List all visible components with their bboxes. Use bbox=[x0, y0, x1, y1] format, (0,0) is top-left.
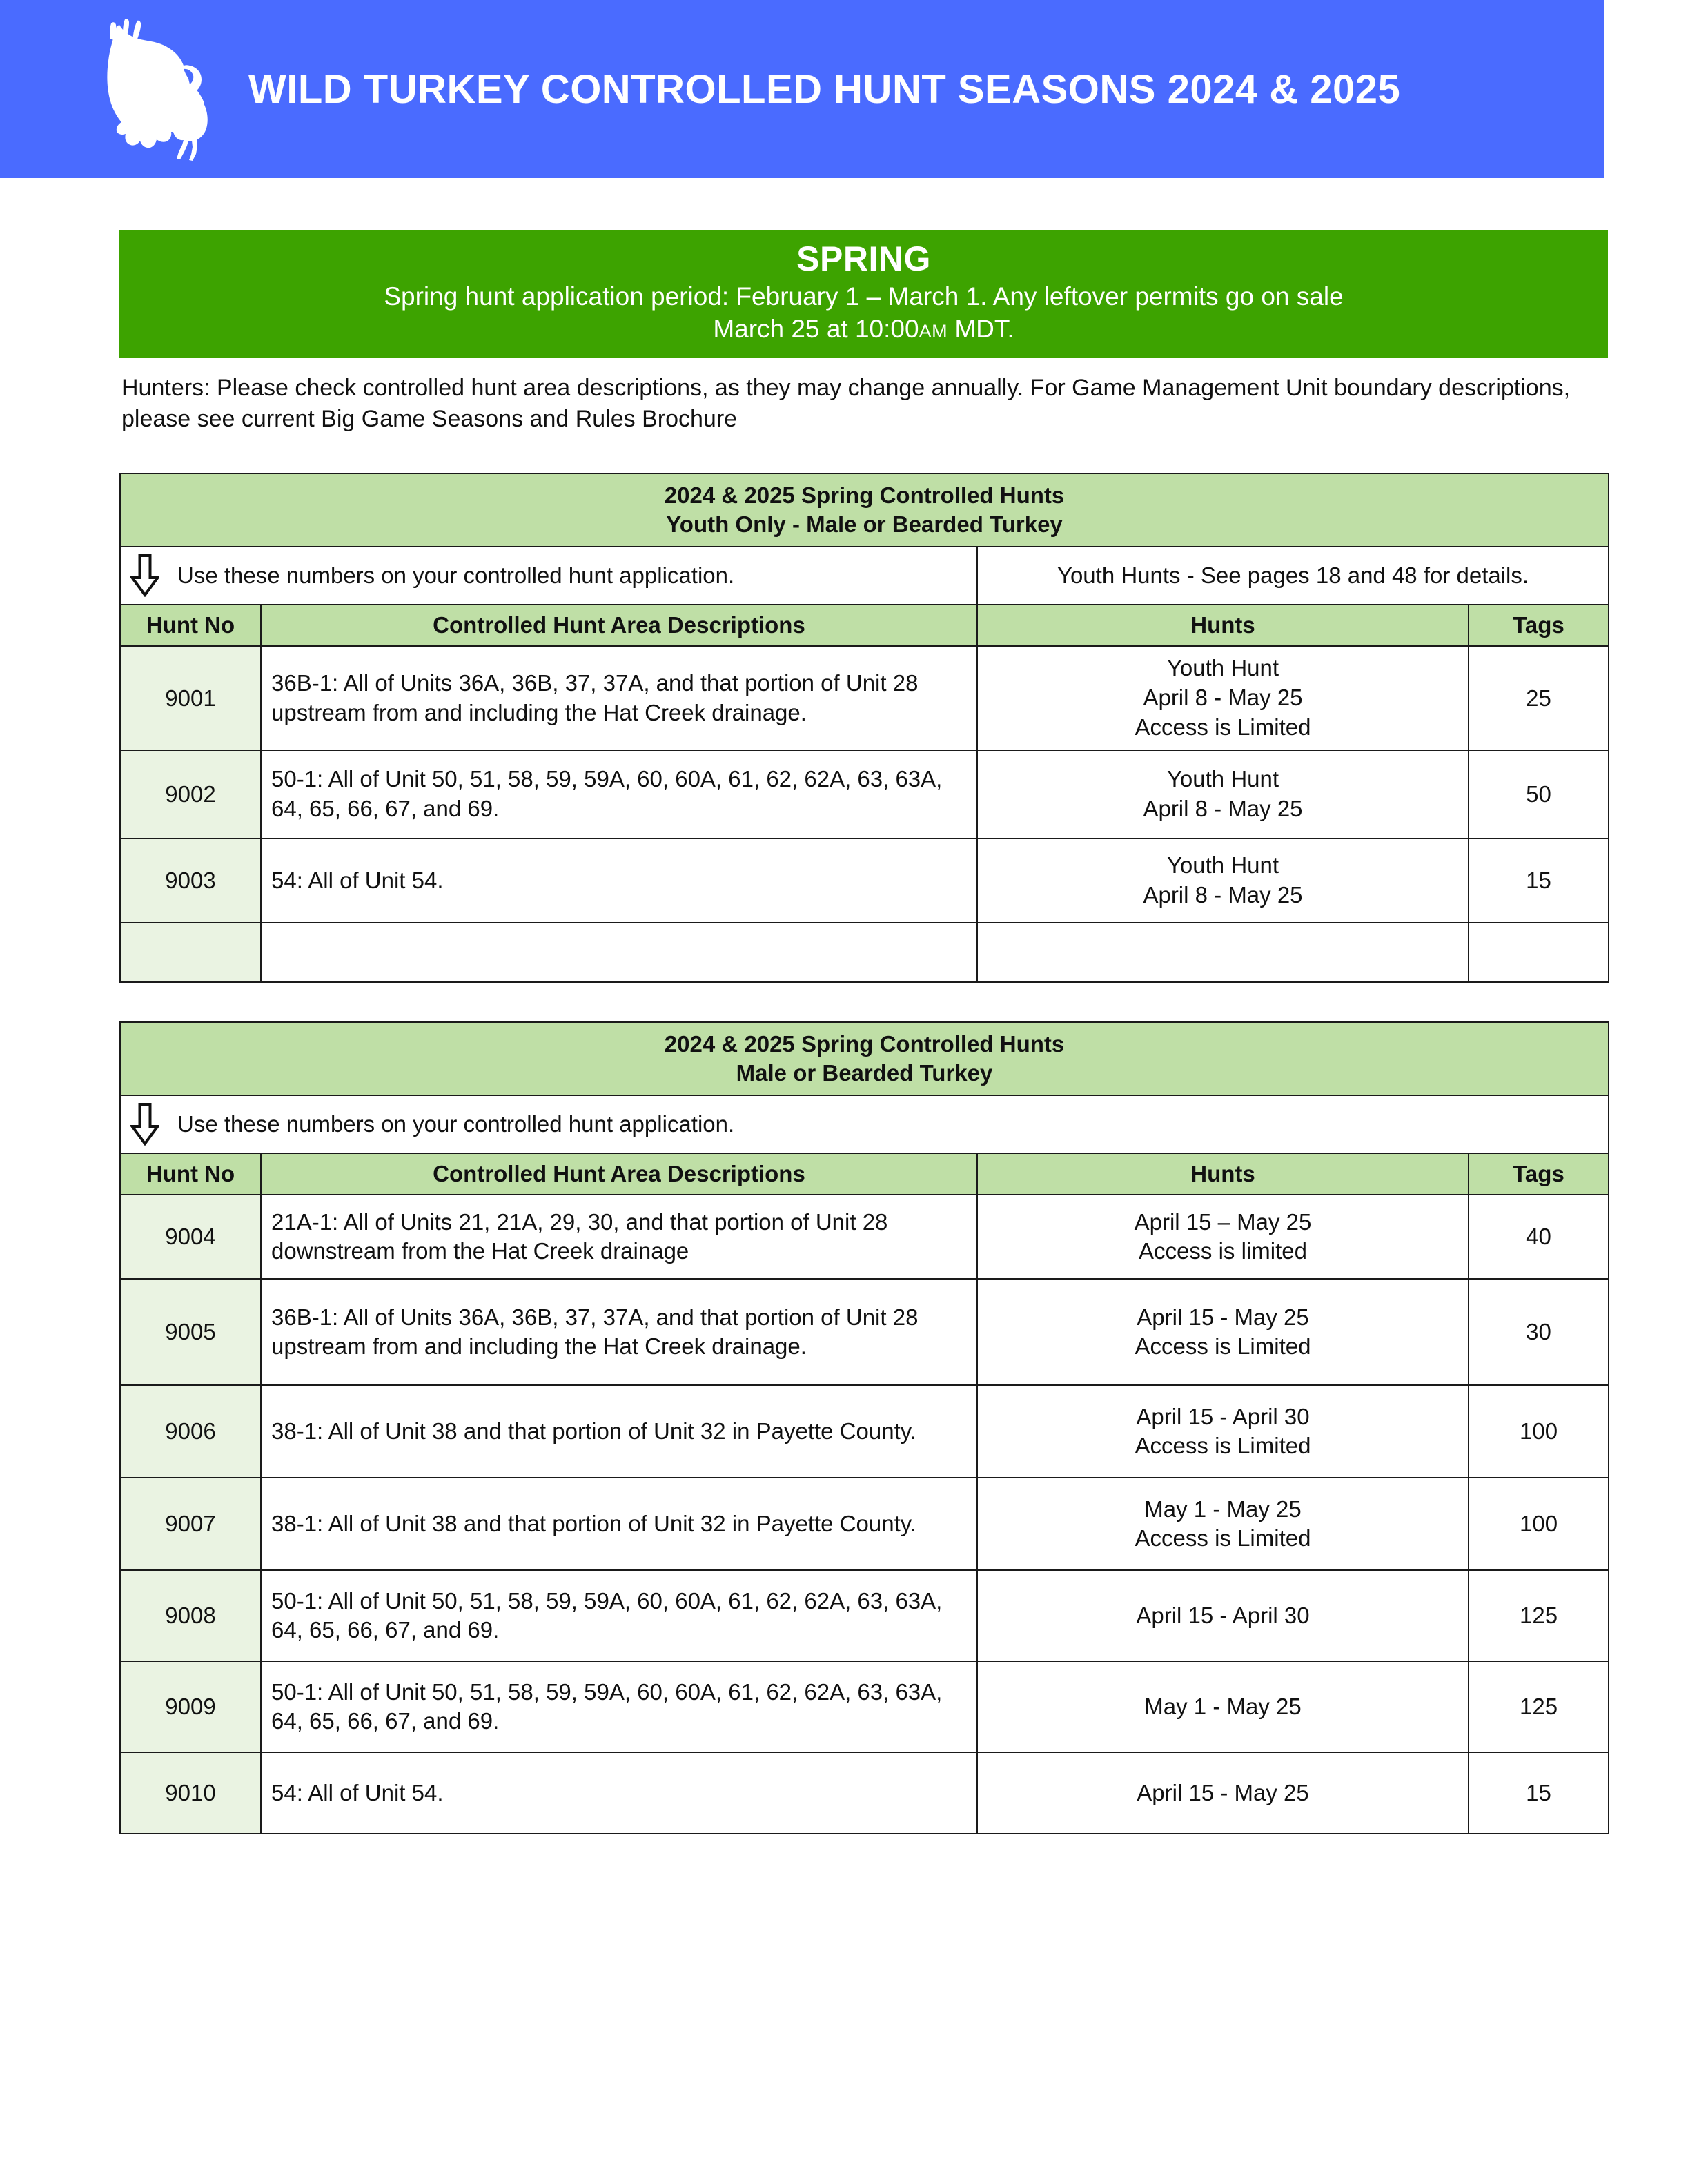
general-col-hunts: Hunts bbox=[977, 1153, 1469, 1195]
hunt-tags: 125 bbox=[1469, 1570, 1609, 1661]
spacer-cell bbox=[120, 923, 261, 982]
hunt-line: April 8 - May 25 bbox=[1143, 685, 1303, 711]
general-col-descriptions: Controlled Hunt Area Descriptions bbox=[261, 1153, 977, 1195]
youth-col-hunt-no: Hunt No bbox=[120, 605, 261, 646]
hunt-description: 38-1: All of Unit 38 and that portion of Unit 32 in Payette County. bbox=[261, 1385, 977, 1478]
hunt-tags: 50 bbox=[1469, 750, 1609, 839]
hunt-tags: 15 bbox=[1469, 1752, 1609, 1834]
table-column-header-row bbox=[120, 605, 1609, 646]
table-title-row bbox=[120, 473, 1609, 547]
season-period-line1: Spring hunt application period: February 1 – March 1. Any leftover permits go on sale bbox=[384, 282, 1344, 311]
page-title: WILD TURKEY CONTROLLED HUNT SEASONS 2024 & 2025 bbox=[248, 66, 1401, 112]
hunt-tags: 25 bbox=[1469, 646, 1609, 750]
table-spacer-row bbox=[120, 923, 1609, 982]
hunters-notice: Hunters: Please check controlled hunt area descriptions, as they may change annually. For Game Management Unit boundary descriptions, please see current Big Game Seasons and Rules Brochure bbox=[121, 375, 1571, 433]
hunt-dates bbox=[977, 1279, 1469, 1385]
hunt-description: 50-1: All of Unit 50, 51, 58, 59, 59A, 60, 60A, 61, 62, 62A, 63, 63A, 64, 65, 66, 67, and 69. bbox=[261, 1570, 977, 1661]
general-use-numbers-text: Use these numbers on your controlled hunt application. bbox=[177, 1111, 735, 1137]
hunt-no: 9009 bbox=[120, 1661, 261, 1752]
hunt-description: 50-1: All of Unit 50, 51, 58, 59, 59A, 60, 60A, 61, 62, 62A, 63, 63A, 64, 65, 66, 67, and 69. bbox=[261, 1661, 977, 1752]
hunt-description: 21A-1: All of Units 21, 21A, 29, 30, and that portion of Unit 28 downstream from the Hat Creek drainage bbox=[261, 1195, 977, 1279]
hunt-line: Access is Limited bbox=[1135, 1433, 1311, 1459]
hunt-line: Access is Limited bbox=[1135, 1333, 1311, 1360]
general-col-tags: Tags bbox=[1469, 1153, 1609, 1195]
hunt-no: 9002 bbox=[120, 750, 261, 839]
hunt-description: 36B-1: All of Units 36A, 36B, 37, 37A, and that portion of Unit 28 upstream from and including the Hat Creek drainage. bbox=[261, 1279, 977, 1385]
general-col-hunt-no: Hunt No bbox=[120, 1153, 261, 1195]
turkey-silhouette-icon bbox=[93, 10, 217, 168]
youth-use-numbers-cell bbox=[120, 547, 977, 605]
spacer-cell bbox=[977, 923, 1469, 982]
hunt-tags: 40 bbox=[1469, 1195, 1609, 1279]
hunt-tags: 100 bbox=[1469, 1478, 1609, 1570]
hunt-no: 9004 bbox=[120, 1195, 261, 1279]
table-row bbox=[120, 750, 1609, 839]
youth-table-title bbox=[120, 473, 1609, 547]
hunt-line: April 15 - April 30 bbox=[1136, 1403, 1310, 1429]
hunt-dates bbox=[977, 1385, 1469, 1478]
youth-hunts-table bbox=[119, 473, 1609, 983]
hunt-line: April 15 - May 25 bbox=[1137, 1304, 1309, 1330]
hunt-description: 36B-1: All of Units 36A, 36B, 37, 37A, and that portion of Unit 28 upstream from and including the Hat Creek drainage. bbox=[261, 646, 977, 750]
hunt-dates bbox=[977, 646, 1469, 750]
spacer-cell bbox=[1469, 923, 1609, 982]
spacer-cell bbox=[261, 923, 977, 982]
hunt-dates bbox=[977, 750, 1469, 839]
season-banner bbox=[119, 230, 1608, 358]
table-instruction-row bbox=[120, 1095, 1609, 1153]
table-row bbox=[120, 1478, 1609, 1570]
hunt-dates bbox=[977, 1570, 1469, 1661]
hunt-dates bbox=[977, 839, 1469, 923]
season-sale-prefix: March 25 at 10:00 bbox=[713, 314, 919, 343]
down-arrow-icon bbox=[130, 554, 159, 597]
hunt-line: April 8 - May 25 bbox=[1143, 882, 1303, 908]
hunt-dates bbox=[977, 1195, 1469, 1279]
season-sale-suffix: MDT. bbox=[948, 314, 1014, 343]
youth-use-numbers-text: Use these numbers on your controlled hunt application. bbox=[177, 562, 735, 589]
hunt-line: Access is limited bbox=[1139, 1238, 1307, 1264]
table-row bbox=[120, 1752, 1609, 1834]
hunt-tags: 100 bbox=[1469, 1385, 1609, 1478]
table-row bbox=[120, 839, 1609, 923]
hunt-line: Youth Hunt bbox=[1166, 655, 1279, 681]
general-table-title-line2: Male or Bearded Turkey bbox=[736, 1060, 993, 1086]
hunt-no: 9008 bbox=[120, 1570, 261, 1661]
hunt-tags: 125 bbox=[1469, 1661, 1609, 1752]
hunt-description: 54: All of Unit 54. bbox=[261, 1752, 977, 1834]
table-row bbox=[120, 1195, 1609, 1279]
season-application-period bbox=[140, 281, 1587, 345]
table-column-header-row bbox=[120, 1153, 1609, 1195]
page-header-banner bbox=[0, 0, 1604, 178]
season-sale-meridiem: AM bbox=[919, 320, 948, 342]
hunt-no: 9010 bbox=[120, 1752, 261, 1834]
table-row bbox=[120, 646, 1609, 750]
table-title-row bbox=[120, 1022, 1609, 1095]
hunt-description: 38-1: All of Unit 38 and that portion of Unit 32 in Payette County. bbox=[261, 1478, 977, 1570]
hunt-dates bbox=[977, 1478, 1469, 1570]
hunt-no: 9007 bbox=[120, 1478, 261, 1570]
hunt-line: April 15 - April 30 bbox=[1136, 1603, 1310, 1629]
hunt-description: 50-1: All of Unit 50, 51, 58, 59, 59A, 60, 60A, 61, 62, 62A, 63, 63A, 64, 65, 66, 67, and 69. bbox=[261, 750, 977, 839]
youth-table-title-line2: Youth Only - Male or Bearded Turkey bbox=[666, 511, 1063, 538]
season-title: SPRING bbox=[796, 239, 931, 278]
general-hunts-table bbox=[119, 1021, 1609, 1834]
youth-col-hunts: Hunts bbox=[977, 605, 1469, 646]
table-instruction-row bbox=[120, 547, 1609, 605]
table-row bbox=[120, 1279, 1609, 1385]
hunt-tags: 30 bbox=[1469, 1279, 1609, 1385]
hunt-no: 9005 bbox=[120, 1279, 261, 1385]
general-table-title bbox=[120, 1022, 1609, 1095]
hunt-line: Access is Limited bbox=[1135, 714, 1311, 741]
hunt-no: 9003 bbox=[120, 839, 261, 923]
general-table-title-line1: 2024 & 2025 Spring Controlled Hunts bbox=[664, 1031, 1065, 1057]
youth-col-descriptions: Controlled Hunt Area Descriptions bbox=[261, 605, 977, 646]
table-row bbox=[120, 1661, 1609, 1752]
youth-side-note: Youth Hunts - See pages 18 and 48 for details. bbox=[977, 547, 1609, 605]
hunt-line: April 15 - May 25 bbox=[1137, 1780, 1309, 1806]
down-arrow-icon bbox=[130, 1103, 159, 1146]
hunt-dates bbox=[977, 1752, 1469, 1834]
hunt-no: 9001 bbox=[120, 646, 261, 750]
hunt-line: Youth Hunt bbox=[1166, 852, 1279, 879]
hunt-no: 9006 bbox=[120, 1385, 261, 1478]
hunt-line: April 15 – May 25 bbox=[1134, 1208, 1312, 1235]
hunt-line: Youth Hunt bbox=[1166, 766, 1279, 792]
hunt-dates bbox=[977, 1661, 1469, 1752]
table-row bbox=[120, 1570, 1609, 1661]
hunt-line: May 1 - May 25 bbox=[1144, 1694, 1302, 1720]
hunt-description: 54: All of Unit 54. bbox=[261, 839, 977, 923]
general-use-numbers-cell bbox=[120, 1095, 1609, 1153]
hunt-line: Access is Limited bbox=[1135, 1525, 1311, 1551]
hunt-tags: 15 bbox=[1469, 839, 1609, 923]
table-row bbox=[120, 1385, 1609, 1478]
youth-table-title-line1: 2024 & 2025 Spring Controlled Hunts bbox=[664, 482, 1065, 508]
hunt-line: May 1 - May 25 bbox=[1144, 1496, 1302, 1522]
hunt-line: April 8 - May 25 bbox=[1143, 796, 1303, 822]
youth-col-tags: Tags bbox=[1469, 605, 1609, 646]
